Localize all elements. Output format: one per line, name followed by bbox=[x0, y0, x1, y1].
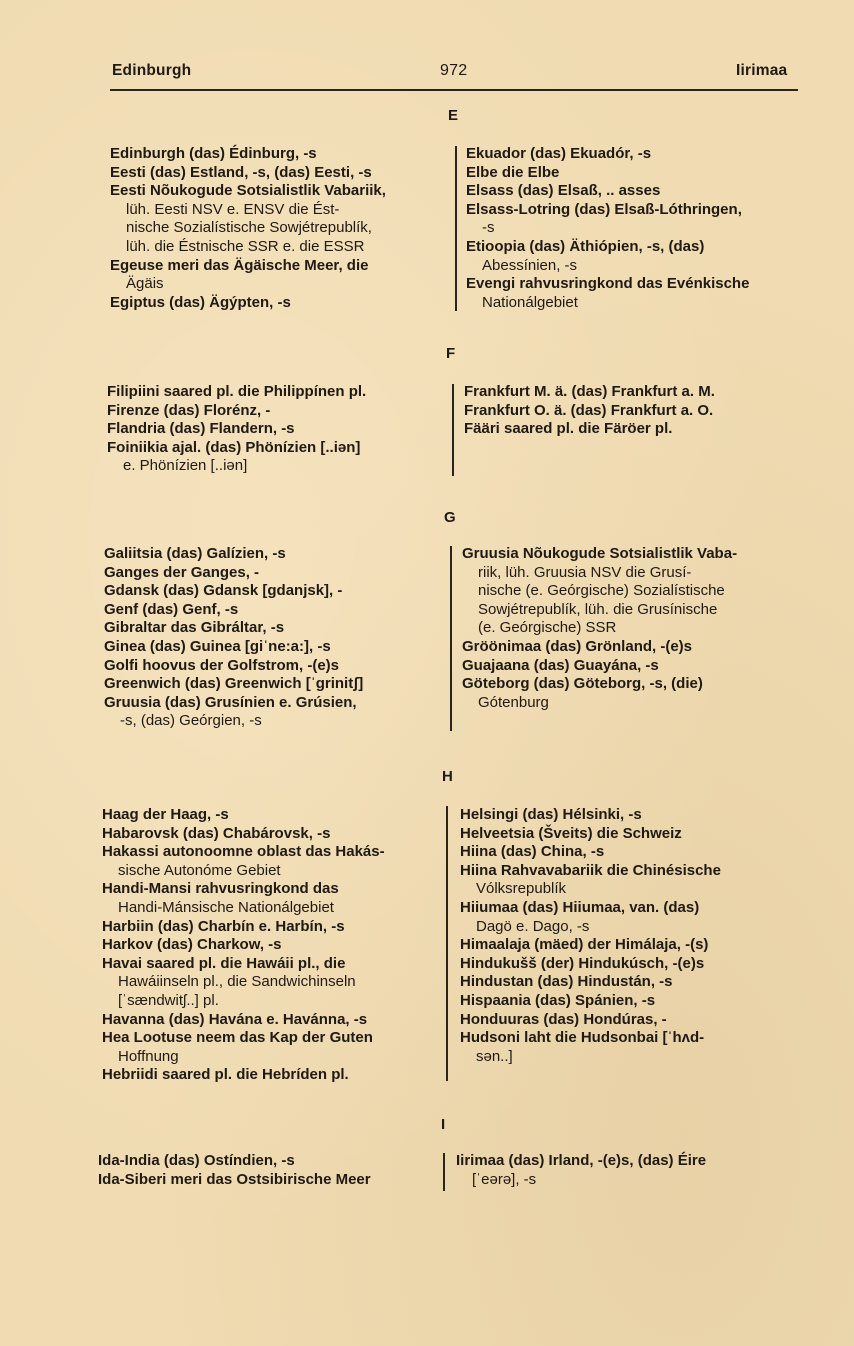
entry-headword-line: Havai saared pl. die Hawáii pl., die bbox=[102, 954, 346, 972]
entry-continuation-line: sən..] bbox=[476, 1047, 513, 1065]
column-divider bbox=[443, 1153, 445, 1191]
column-divider bbox=[455, 146, 457, 311]
dictionary-entry bbox=[102, 1011, 440, 1030]
entry-continuation-line: nische Sozialístische Sowjétrepublík, bbox=[126, 219, 372, 237]
dictionary-entry bbox=[460, 973, 798, 992]
entry-headword-line: Hakassi autonoomne oblast das Hakás- bbox=[102, 843, 385, 861]
entry-headword-line: Gibraltar das Gibráltar, -s bbox=[104, 619, 285, 637]
dictionary-entry bbox=[102, 880, 440, 917]
entry-continuation-line: Hoffnung bbox=[118, 1047, 179, 1065]
entry-continuation-line: -s, (das) Geórgien, -s bbox=[120, 712, 262, 730]
dictionary-entry bbox=[460, 992, 798, 1011]
entry-continuation-line: nische (e. Geórgische) Sozialístische bbox=[478, 582, 725, 600]
section-f-left-column bbox=[107, 383, 440, 476]
entry-headword-line: Elsass-Lotring (das) Elsaß-Lóthringen, bbox=[466, 200, 742, 218]
dictionary-entry bbox=[102, 936, 440, 955]
dictionary-entry bbox=[460, 936, 798, 955]
dictionary-entry bbox=[462, 657, 798, 676]
entry-continuation-line: Gótenburg bbox=[478, 693, 549, 711]
entry-headword-line: Guajaana (das) Guayána, -s bbox=[462, 656, 659, 674]
entry-headword-line: Frankfurt M. ä. (das) Frankfurt a. M. bbox=[464, 383, 715, 400]
entry-continuation-line: -s bbox=[482, 219, 495, 237]
dictionary-entry bbox=[460, 955, 798, 974]
dictionary-entry bbox=[464, 383, 798, 402]
entry-headword-line: Egeuse meri das Ägäische Meer, die bbox=[110, 256, 369, 274]
dictionary-entry bbox=[460, 825, 798, 844]
dictionary-entry bbox=[466, 201, 798, 238]
entry-headword-line: Ekuador (das) Ekuadór, -s bbox=[466, 145, 652, 162]
entry-headword-line: Frankfurt O. ä. (das) Frankfurt a. O. bbox=[464, 401, 714, 419]
entry-continuation-line: Handi-Mánsische Nationálgebiet bbox=[118, 898, 334, 916]
dictionary-entry bbox=[466, 275, 798, 312]
dictionary-entry bbox=[104, 619, 440, 638]
dictionary-entry bbox=[104, 545, 440, 564]
entry-headword-line: Helsingi (das) Hélsinki, -s bbox=[460, 806, 642, 823]
entry-headword-line: Gröönimaa (das) Grönland, -(e)s bbox=[462, 637, 693, 655]
entry-headword-line: Egiptus (das) Ägýpten, -s bbox=[110, 293, 291, 311]
running-head-left: Edinburgh bbox=[112, 62, 192, 79]
dictionary-entry bbox=[460, 899, 798, 936]
page-number: 972 bbox=[440, 62, 468, 79]
dictionary-entry bbox=[102, 825, 440, 844]
entry-headword-line: Etioopia (das) Äthiópien, -s, (das) bbox=[466, 237, 705, 255]
entry-headword-line: Harbiin (das) Charbín e. Harbín, -s bbox=[102, 917, 345, 935]
dictionary-entry bbox=[460, 1011, 798, 1030]
entry-headword-line: Filipiini saared pl. die Philippínen pl. bbox=[107, 383, 367, 400]
dictionary-entry bbox=[104, 564, 440, 583]
entry-continuation-line: riik, lüh. Gruusia NSV die Grusí- bbox=[478, 563, 692, 581]
section-letter-g: G bbox=[444, 509, 456, 526]
entry-headword-line: Gdansk (das) Gdansk [gdanjsk], - bbox=[104, 582, 343, 600]
section-letter-i: I bbox=[441, 1116, 446, 1133]
entry-continuation-line: sische Autonóme Gebiet bbox=[118, 861, 281, 879]
dictionary-entry bbox=[110, 182, 440, 256]
entry-headword-line: Hiiumaa (das) Hiiumaa, van. (das) bbox=[460, 898, 700, 916]
dictionary-entry bbox=[110, 294, 440, 313]
dictionary-entry bbox=[107, 402, 440, 421]
dictionary-entry bbox=[110, 257, 440, 294]
dictionary-entry bbox=[102, 1066, 440, 1085]
dictionary-entry bbox=[466, 182, 798, 201]
entry-headword-line: Ida-Siberi meri das Ostsibirische Meer bbox=[98, 1170, 371, 1188]
entry-headword-line: Hindustan (das) Hindustán, -s bbox=[460, 973, 673, 991]
entry-continuation-line: lüh. die Éstnische SSR e. die ESSR bbox=[126, 237, 365, 255]
entry-headword-line: Hudsoni laht die Hudsonbai [ˈhʌd- bbox=[460, 1029, 705, 1047]
entry-continuation-line: Nationálgebiet bbox=[482, 293, 578, 311]
dictionary-entry bbox=[460, 843, 798, 862]
dictionary-entry bbox=[466, 145, 798, 164]
dictionary-entry bbox=[102, 955, 440, 1011]
entry-headword-line: Eesti (das) Estland, -s, (das) Eesti, -s bbox=[110, 163, 372, 181]
entry-headword-line: Haag der Haag, -s bbox=[102, 806, 229, 823]
dictionary-entry bbox=[104, 675, 440, 694]
dictionary-entry bbox=[102, 806, 440, 825]
dictionary-entry bbox=[104, 582, 440, 601]
dictionary-entry bbox=[107, 420, 440, 439]
dictionary-entry bbox=[460, 862, 798, 899]
dictionary-entry bbox=[462, 545, 798, 638]
entry-headword-line: Ida-India (das) Ostíndien, -s bbox=[98, 1152, 295, 1169]
entry-continuation-line: lüh. Eesti NSV e. ENSV die Ést- bbox=[126, 200, 340, 218]
entry-headword-line: Ginea (das) Guinea [giˈne:a:], -s bbox=[104, 637, 331, 655]
running-head-right: Iirimaa bbox=[736, 62, 788, 79]
entry-headword-line: Gruusia (das) Grusínien e. Grúsien, bbox=[104, 693, 357, 711]
entry-headword-line: Göteborg (das) Göteborg, -s, (die) bbox=[462, 675, 703, 693]
dictionary-entry bbox=[107, 383, 440, 402]
entry-headword-line: Harkov (das) Charkow, -s bbox=[102, 936, 282, 954]
dictionary-entry bbox=[104, 601, 440, 620]
entry-headword-line: Hiina (das) China, -s bbox=[460, 843, 605, 861]
entry-headword-line: Genf (das) Genf, -s bbox=[104, 600, 239, 618]
section-letter-f: F bbox=[446, 345, 456, 362]
entry-headword-line: Flandria (das) Flandern, -s bbox=[107, 420, 295, 438]
entry-headword-line: Greenwich (das) Greenwich [ˈgrinitʃ] bbox=[104, 675, 364, 693]
entry-continuation-line: Dagö e. Dago, -s bbox=[476, 917, 590, 935]
dictionary-entry bbox=[107, 439, 440, 476]
section-h-right-column bbox=[460, 806, 798, 1066]
section-f-right-column bbox=[464, 383, 798, 439]
entry-headword-line: Hiina Rahvavabariik die Chinésische bbox=[460, 861, 721, 879]
dictionary-entry bbox=[464, 402, 798, 421]
entry-continuation-line: [ˈsændwitʃ..] pl. bbox=[118, 991, 219, 1009]
entry-continuation-line: Ägäis bbox=[126, 275, 164, 293]
dictionary-entry bbox=[104, 657, 440, 676]
entry-headword-line: Hindukušš (der) Hindukúsch, -(e)s bbox=[460, 954, 705, 972]
dictionary-entry bbox=[104, 638, 440, 657]
entry-headword-line: Firenze (das) Florénz, - bbox=[107, 401, 271, 419]
section-i-right-column bbox=[456, 1152, 798, 1189]
dictionary-entry bbox=[460, 806, 798, 825]
entry-continuation-line: [ˈeərə], -s bbox=[472, 1170, 537, 1188]
section-h-left-column bbox=[102, 806, 440, 1085]
section-e-left-column bbox=[110, 145, 440, 312]
entry-headword-line: Foiniikia ajal. (das) Phönízien [..iən] bbox=[107, 438, 361, 456]
entry-headword-line: Fääri saared pl. die Färöer pl. bbox=[464, 420, 673, 438]
dictionary-entry bbox=[466, 164, 798, 183]
dictionary-entry bbox=[102, 918, 440, 937]
entry-headword-line: Hea Lootuse neem das Kap der Guten bbox=[102, 1029, 373, 1047]
dictionary-entry bbox=[456, 1152, 798, 1189]
section-letter-e: E bbox=[448, 107, 459, 124]
entry-continuation-line: e. Phönízien [..iən] bbox=[123, 457, 248, 475]
entry-headword-line: Havanna (das) Havána e. Havánna, -s bbox=[102, 1010, 368, 1028]
dictionary-entry bbox=[460, 1029, 798, 1066]
section-g-right-column bbox=[462, 545, 798, 712]
dictionary-entry bbox=[98, 1171, 440, 1190]
entry-headword-line: Helveetsia (Šveits) die Schweiz bbox=[460, 824, 682, 842]
entry-continuation-line: Vólksrepublík bbox=[476, 880, 567, 898]
dictionary-entry bbox=[462, 638, 798, 657]
column-divider bbox=[452, 384, 454, 476]
entry-continuation-line: (e. Geórgische) SSR bbox=[478, 619, 617, 637]
dictionary-entry bbox=[110, 145, 440, 164]
entry-continuation-line: Abessínien, -s bbox=[482, 256, 578, 274]
dictionary-entry bbox=[98, 1152, 440, 1171]
entry-headword-line: Honduuras (das) Hondúras, - bbox=[460, 1010, 667, 1028]
dictionary-entry bbox=[110, 164, 440, 183]
dictionary-entry bbox=[104, 694, 440, 731]
entry-headword-line: Himaalaja (mäed) der Himálaja, -(s) bbox=[460, 936, 709, 954]
entry-continuation-line: Sowjétrepublík, lüh. die Grusínische bbox=[478, 600, 718, 618]
section-e-right-column bbox=[466, 145, 798, 312]
entry-headword-line: Galiitsia (das) Galízien, -s bbox=[104, 545, 286, 562]
dictionary-entry bbox=[102, 843, 440, 880]
entry-headword-line: Edinburgh (das) Édinburg, -s bbox=[110, 145, 317, 162]
entry-headword-line: Eesti Nõukogude Sotsialistlik Vabariik, bbox=[110, 182, 386, 200]
section-g-left-column bbox=[104, 545, 440, 731]
entry-headword-line: Handi-Mansi rahvusringkond das bbox=[102, 880, 339, 898]
entry-headword-line: Habarovsk (das) Chabárovsk, -s bbox=[102, 824, 331, 842]
entry-headword-line: Ganges der Ganges, - bbox=[104, 563, 260, 581]
column-divider bbox=[450, 546, 452, 731]
section-i-left-column bbox=[98, 1152, 440, 1189]
dictionary-entry bbox=[462, 675, 798, 712]
entry-headword-line: Evengi rahvusringkond das Evénkische bbox=[466, 275, 750, 293]
entry-headword-line: Gruusia Nõukogude Sotsialistlik Vaba- bbox=[462, 545, 738, 562]
entry-headword-line: Iirimaa (das) Irland, -(e)s, (das) Éire bbox=[456, 1152, 707, 1169]
column-divider bbox=[446, 806, 448, 1081]
dictionary-entry bbox=[102, 1029, 440, 1066]
entry-headword-line: Elbe die Elbe bbox=[466, 163, 560, 181]
entry-headword-line: Golfi hoovus der Golfstrom, -(e)s bbox=[104, 656, 340, 674]
dictionary-entry bbox=[466, 238, 798, 275]
entry-headword-line: Hispaania (das) Spánien, -s bbox=[460, 991, 656, 1009]
entry-headword-line: Elsass (das) Elsaß, .. asses bbox=[466, 182, 661, 200]
header-rule bbox=[110, 89, 798, 91]
dictionary-entry bbox=[464, 420, 798, 439]
entry-continuation-line: Hawáiinseln pl., die Sandwichinseln bbox=[118, 973, 356, 991]
section-letter-h: H bbox=[442, 768, 453, 785]
entry-headword-line: Hebriidi saared pl. die Hebríden pl. bbox=[102, 1066, 349, 1084]
